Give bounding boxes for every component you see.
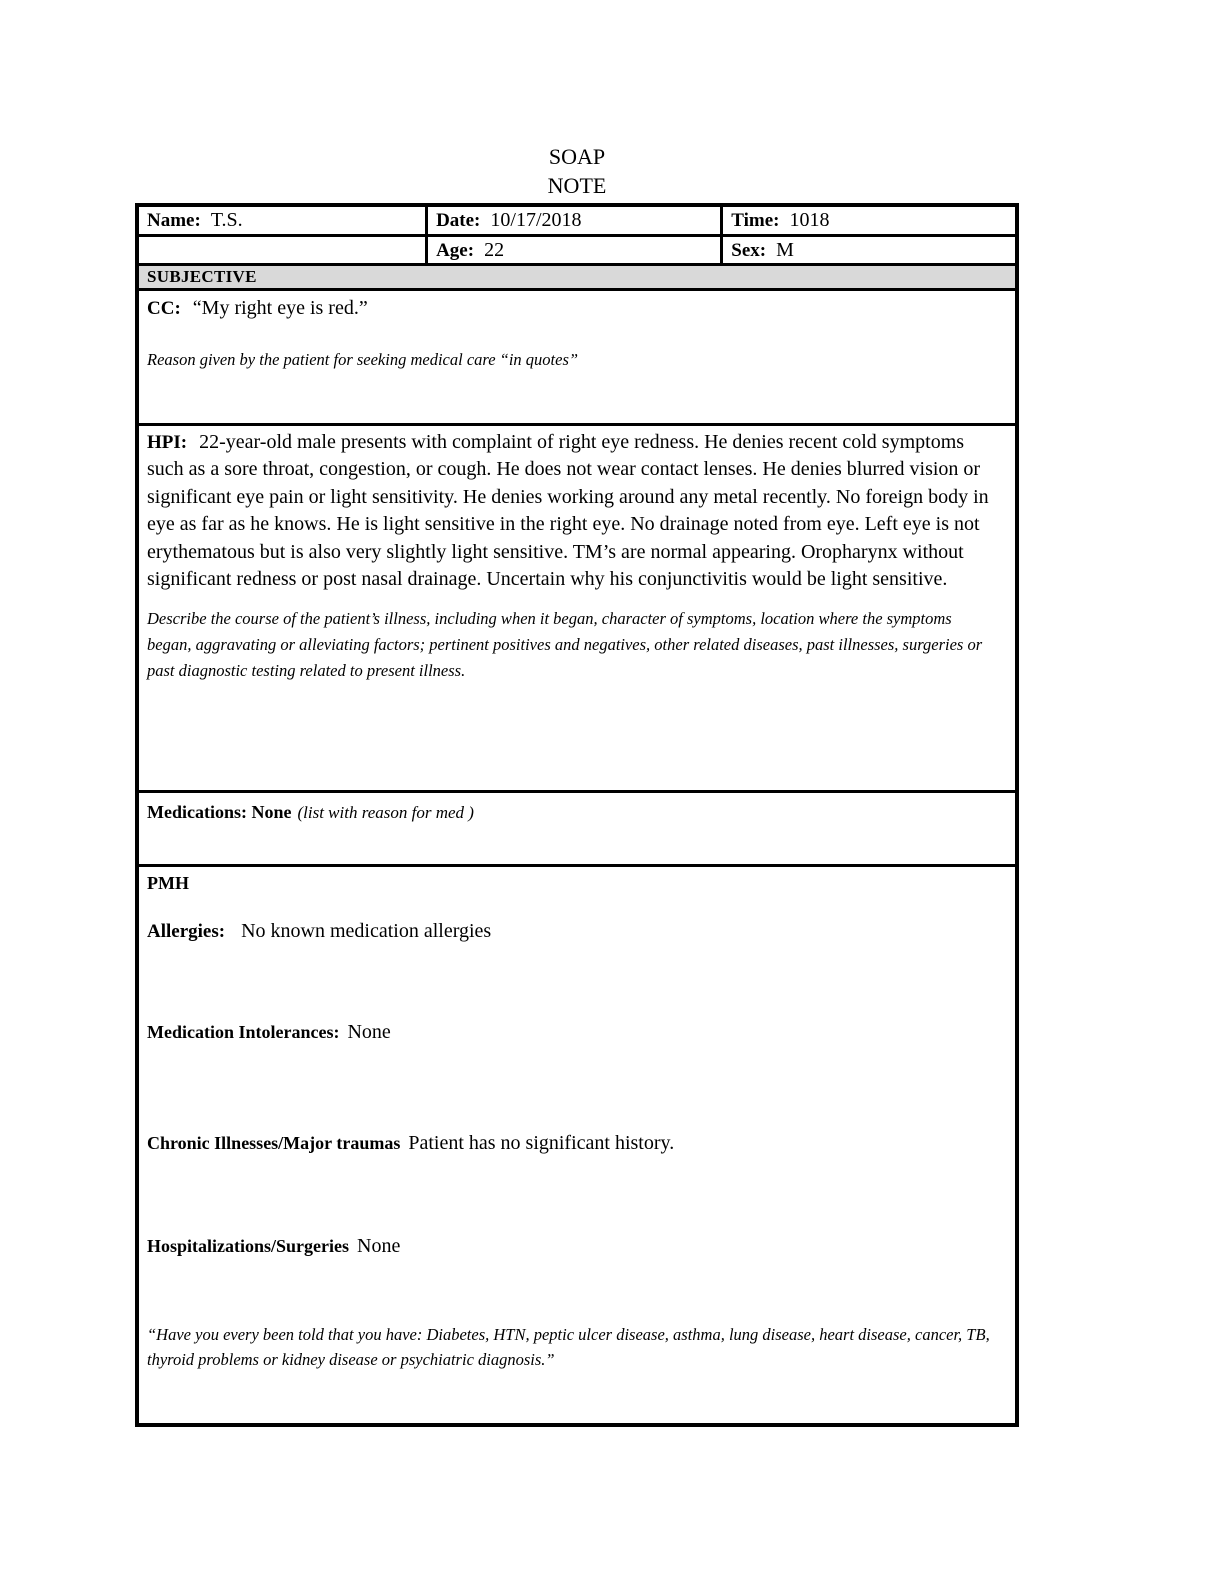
date-label: Date: xyxy=(436,210,481,231)
chronic-illnesses-label: Chronic Illnesses/Major traumas xyxy=(147,1133,401,1153)
medications-section xyxy=(139,793,1015,867)
cc-hint: Reason given by the patient for seeking medical care “in quotes” xyxy=(147,350,579,369)
soap-note-table xyxy=(135,203,1019,1427)
hospitalizations-row xyxy=(147,1235,1005,1258)
sex-cell xyxy=(723,237,1015,263)
hpi-section xyxy=(139,426,1015,793)
cc-value: “My right eye is red.” xyxy=(192,297,368,319)
medications-label: Medications: None xyxy=(147,802,292,822)
header-row-2 xyxy=(139,237,1015,266)
date-cell xyxy=(428,207,723,234)
allergies-row xyxy=(147,920,1005,943)
medications-hint: (list with reason for med ) xyxy=(297,803,474,822)
cc-section xyxy=(139,291,1015,426)
age-value: 22 xyxy=(484,239,505,261)
age-cell xyxy=(428,237,723,263)
medication-intolerances-value: None xyxy=(347,1021,391,1043)
empty-cell xyxy=(139,237,428,263)
name-label: Name: xyxy=(147,210,201,231)
pmh-hint: “Have you every been told that you have: Diabetes, HTN, peptic ulcer disease, asthma, lung disease, heart disease, cancer, TB, thyroid problems or kidney disease or psychiatric diagnosis.” xyxy=(147,1325,990,1369)
pmh-label: PMH xyxy=(147,873,189,893)
hpi-label: HPI: xyxy=(147,432,188,453)
sex-label: Sex: xyxy=(731,240,767,261)
date-value: 10/17/2018 xyxy=(490,209,582,231)
cc-line xyxy=(147,297,1005,320)
title-line-soap: SOAP xyxy=(548,144,606,169)
subjective-section-header xyxy=(139,266,1015,291)
name-value: T.S. xyxy=(210,209,243,231)
cc-label: CC: xyxy=(147,298,181,319)
time-value: 1018 xyxy=(789,209,830,231)
medication-intolerances-row xyxy=(147,1021,1005,1044)
chronic-illnesses-value: Patient has no significant history. xyxy=(408,1132,675,1154)
title-line-note: NOTE xyxy=(547,173,607,198)
time-label: Time: xyxy=(731,210,780,231)
header-row-1 xyxy=(139,207,1015,237)
time-cell xyxy=(723,207,1015,234)
age-label: Age: xyxy=(436,240,475,261)
name-cell xyxy=(139,207,428,234)
page-title xyxy=(135,142,1019,200)
hpi-text: 22-year-old male presents with complaint of right eye redness. He denies recent cold symptoms such as a sore throat, congestion, or cough. He does not wear contact lenses. He denies blurred vision or significant eye pain or light sensitivity. He denies working around any metal recently. No foreign body in eye as far as he knows. He is light sensitive in the right eye. No drainage noted from eye. Left eye is not erythematous but is also very slightly light sensitive. TM’s are normal appearing. Oropharynx without significant redness or post nasal drainage. Uncertain why his conjunctivitis would be light sensitive. xyxy=(147,431,989,591)
chronic-illnesses-row xyxy=(147,1132,1005,1155)
pmh-section xyxy=(139,867,1015,1423)
hpi-paragraph xyxy=(147,429,1003,593)
hpi-hint: Describe the course of the patient’s illness, including when it began, character of symptoms, location where the symptoms began, aggravating or alleviating factors; pertinent positives and negatives, other related diseases, past illnesses, surgeries or past diagnostic testing related to present illness. xyxy=(147,609,983,681)
subjective-label: SUBJECTIVE xyxy=(147,267,257,286)
allergies-label: Allergies: xyxy=(147,921,226,942)
hospitalizations-label: Hospitalizations/Surgeries xyxy=(147,1236,349,1256)
sex-value: M xyxy=(776,239,794,261)
medication-intolerances-label: Medication Intolerances: xyxy=(147,1022,340,1042)
allergies-value: No known medication allergies xyxy=(241,920,492,942)
hospitalizations-value: None xyxy=(357,1235,401,1257)
